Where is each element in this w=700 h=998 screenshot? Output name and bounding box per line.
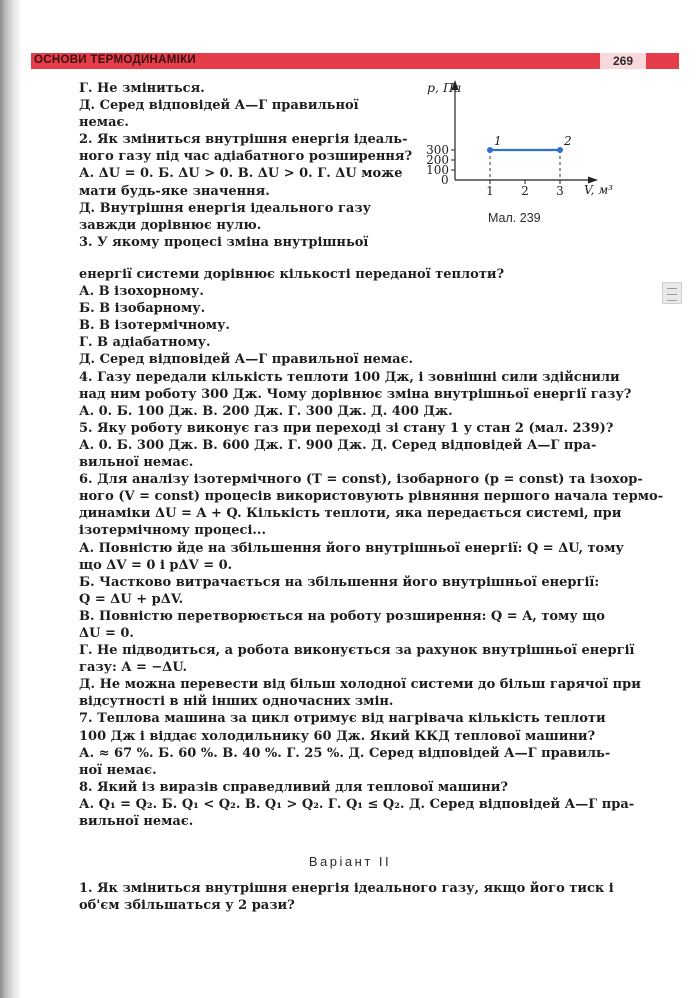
wide-text-column — [79, 266, 664, 830]
variant-heading: Варіант II — [308, 854, 392, 869]
narrow-text-column — [79, 80, 413, 251]
figure-caption: Мал. 239 — [488, 211, 541, 225]
y-tick-label: 200 — [426, 153, 449, 167]
text-line: немає. — [79, 115, 129, 131]
text-line: Q = ΔU + pΔV. — [79, 591, 184, 607]
x-axis-label: V, м³ — [584, 183, 613, 197]
text-line: Б. В ізобарному. — [79, 301, 206, 317]
text-line: ного газу під час адіабатного розширення? — [79, 149, 413, 165]
text-line: 100 Дж і віддає холодильнику 60 Дж. Який ККД теплової машини? — [79, 728, 596, 744]
text-line: 8. Який із виразів справедливий для теплової машини? — [79, 779, 508, 795]
x-tick-label: 2 — [521, 184, 529, 198]
variant-ii-questions — [79, 880, 617, 914]
text-line: 6. Для аналізу ізотермічного (T = const), ізобарного (p = const) та ізохор- — [79, 472, 643, 488]
text-line: А. В ізохорному. — [79, 284, 204, 300]
text-line: 3. У якому процесі зміна внутрішньої — [79, 234, 369, 250]
text-line: 5. Яку роботу виконує газ при переході зі стану 1 у стан 2 (мал. 239)? — [79, 420, 614, 436]
text-line: А. ΔU = 0. Б. ΔU > 0. В. ΔU > 0. Г. ΔU може — [79, 166, 403, 182]
text-line: об'єм збільшаться у 2 рази? — [79, 898, 295, 914]
section-title: ОСНОВИ ТЕРМОДИНАМІКИ — [34, 54, 196, 66]
state-point — [487, 147, 493, 153]
text-line: Г. Не зміниться. — [79, 81, 205, 96]
text-line: Г. В адіабатному. — [79, 335, 211, 351]
text-line: А. Повністю йде на збільшення його внутрішньої енергії: Q = ΔU, тому — [79, 540, 624, 556]
y-tick-label: 300 — [426, 143, 449, 157]
text-line: В. Повністю перетворюється на роботу розширення: Q = A, тому що — [79, 608, 605, 624]
text-line: В. В ізотермічному. — [79, 318, 230, 334]
x-tick-label: 3 — [556, 184, 564, 198]
text-line: мати будь-яке значення. — [79, 183, 270, 199]
text-line: газу: A = −ΔU. — [79, 660, 188, 676]
text-line: вильної немає. — [79, 455, 194, 471]
text-line: Б. Частково витрачається на збільшення його внутрішньої енергії: — [79, 574, 600, 590]
text-line: Д. Серед відповідей А—Г правильної немає. — [79, 352, 414, 368]
text-line: Г. Не підводиться, а робота виконується за рахунок внутрішньої енергії — [79, 643, 635, 659]
state-point-label: 1 — [494, 134, 502, 148]
text-line: А. ≈ 67 %. Б. 60 %. В. 40 %. Г. 25 %. Д. Серед відповідей А—Г правиль- — [79, 745, 611, 761]
y-tick-label: 100 — [426, 163, 449, 177]
text-line: над ним роботу 300 Дж. Чому дорівнює зміна внутрішньої енергії газу? — [79, 386, 632, 402]
text-line: 1. Як зміниться внутрішня енергія ідеального газу, якщо його тиск і — [79, 881, 614, 896]
state-point — [557, 147, 563, 153]
y-axis-label: p, Па — [427, 80, 462, 95]
text-line: ної немає. — [79, 762, 157, 778]
text-line: 4. Газу передали кількість теплоти 100 Дж, і зовнішні сили здійснили — [79, 369, 620, 385]
text-line: Д. Внутрішня енергія ідеального газу — [79, 200, 371, 216]
text-line: Д. Серед відповідей А—Г правильної — [79, 98, 359, 114]
text-line: завжди дорівнює нулю. — [79, 217, 262, 233]
text-line: 7. Теплова машина за цикл отримує від нагрівача кількість теплоти — [79, 711, 606, 727]
origin-label: 0 — [441, 173, 449, 187]
state-point-label: 2 — [564, 134, 572, 148]
text-line: А. Q₁ = Q₂. Б. Q₁ < Q₂. В. Q₁ > Q₂. Г. Q₁ ≤ Q₂. Д. Серед відповідей А—Г пра- — [79, 796, 635, 812]
text-line: динаміки ΔU = A + Q. Кількість теплоти, яка передається системі, при — [79, 506, 622, 522]
text-line: вильної немає. — [79, 814, 194, 829]
text-line: А. 0. Б. 300 Дж. В. 600 Дж. Г. 900 Дж. Д. Серед відповідей А—Г пра- — [79, 437, 597, 453]
text-line: що ΔV = 0 і pΔV = 0. — [79, 557, 233, 573]
text-line: ізотермічному процесі... — [79, 523, 266, 539]
page-binding-edge — [0, 0, 22, 998]
text-line: ного (V = const) процесів використовують рівняння першого начала термо- — [79, 489, 664, 505]
x-tick-label: 1 — [486, 184, 494, 198]
text-line: ΔU = 0. — [79, 625, 134, 641]
page-number: 269 — [600, 53, 646, 69]
text-line: енергії системи дорівнює кількості переданої теплоти? — [79, 267, 505, 282]
side-thumb-index-tab — [662, 282, 682, 304]
text-line: 2. Як зміниться внутрішня енергія ідеаль- — [79, 132, 408, 148]
text-line: відсутності в ній інших одночасних змін. — [79, 694, 394, 710]
text-line: Д. Не можна перевести від більш холодної системи до більш гарячої при — [79, 677, 641, 693]
text-line: А. 0. Б. 100 Дж. В. 200 Дж. Г. 300 Дж. Д. 400 Дж. — [79, 403, 453, 419]
